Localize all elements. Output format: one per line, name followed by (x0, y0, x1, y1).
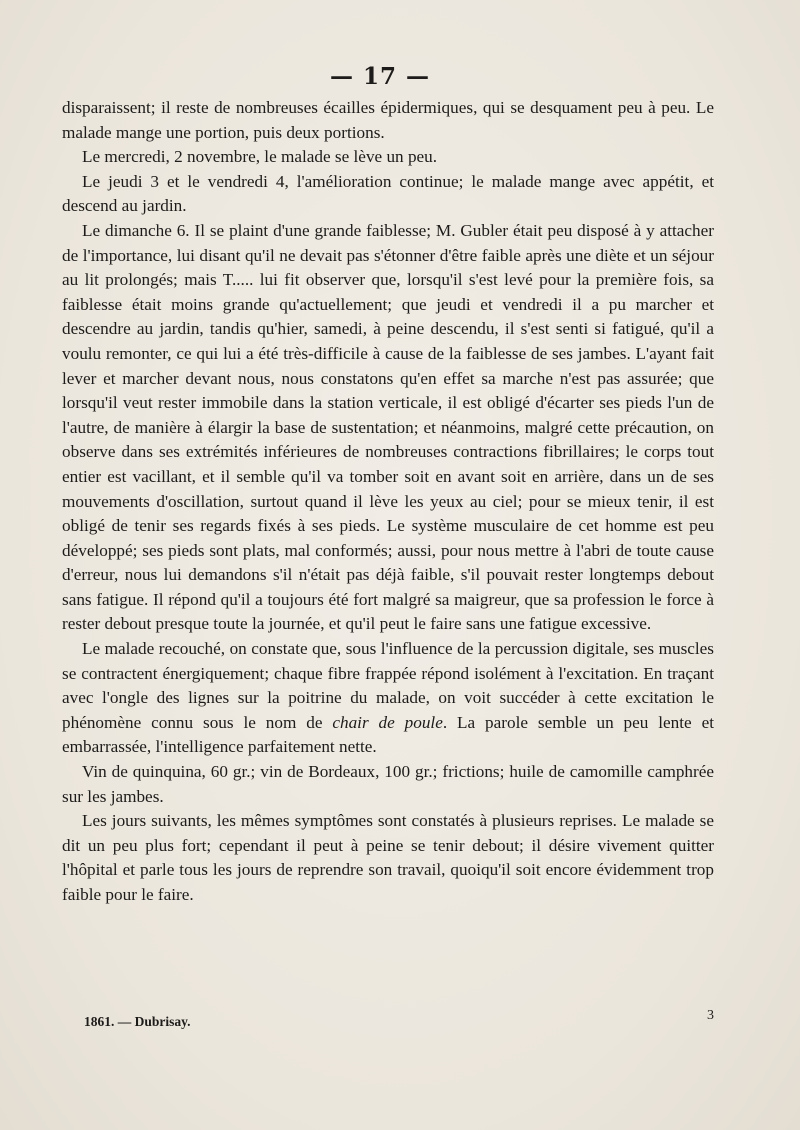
body-text (62, 96, 714, 908)
paragraph-text: Le malade recouché, on constate que, sous l'influence de la percussion digitale, ses muscles se contractent énergiquement; chaque fibre frappée répond isolément à l'excitation. En traçant avec l'ongle des lignes sur la poitrine du malade, on voit succéder à cette excitation le phénomène connu sous le nom de (62, 639, 714, 732)
paragraph-text: . La parole semble un peu lente et embarrassée, l'intelligence parfaitement nette. (62, 712, 714, 757)
paragraph: disparaissent; il reste de nombreuses écailles épidermiques, qui se desquament peu à peu. Le malade mange une portion, puis deux portions. (62, 98, 714, 142)
page-number: — 17 — (329, 63, 431, 90)
printer-signature: 1861. — Dubrisay. (84, 1014, 191, 1029)
sheet-number: 3 (707, 1008, 714, 1023)
italic-term: chair de poule (332, 712, 443, 732)
paragraph: Les jours suivants, les mêmes symptômes sont constatés à plusieurs reprises. Le malade se dit un peu plus fort; cependant il peut à peine se tenir debout; il désire vivement quitter l'hôpital et parle tous les jours de reprendre son travail, quoiqu'il soit encore évidemment trop faible pour le faire. (62, 811, 714, 904)
paragraph: Vin de quinquina, 60 gr.; vin de Bordeaux, 100 gr.; frictions; huile de camomille camphrée sur les jambes. (62, 762, 714, 806)
paragraph: Le jeudi 3 et le vendredi 4, l'amélioration continue; le malade mange avec appétit, et descend au jardin. (62, 171, 714, 216)
paragraph: Le mercredi, 2 novembre, le malade se lève un peu. (82, 147, 438, 167)
paragraph: Le dimanche 6. Il se plaint d'une grande faiblesse; M. Gubler était peu disposé à y attacher de l'importance, lui disant qu'il ne devait pas s'étonner d'être faible après une diète et un séjour au lit prolongés; mais T..... lui fit observer que, lorsqu'il s'est levé pour la première fois, sa faiblesse était moins grande qu'actuellement; que jeudi et vendredi il a pu marcher et descendre au jardin, tandis qu'hier, samedi, à peine descendu, il s'est senti si fatigué, qu'il a voulu remonter, ce qui lui a été très-difficile à cause de la faiblesse de ses jambes. L'ayant fait lever et marcher devant nous, nous constatons qu'en effet sa marche n'est pas assurée; que lorsqu'il veut rester immobile dans la station verticale, il est obligé d'écarter ses pieds l'un de l'autre, de manière à élargir la base de sustentation; et néanmoins, malgré cette précaution, on observe dans ses extrémités inférieures de nombreuses contractions fibrillaires; le corps tout entier est vacillant, et il semble qu'il va tomber soit en avant soit en arrière, dans un de ses mouvements d'oscillation, surtout quand il lève les yeux au ciel; pour se mieux tenir, il est obligé de tenir ses regards fixés à ses pieds. Le système musculaire de cet homme est peu développé; ses pieds sont plats, mal conformés; aussi, pour nous mettre à l'abri de toute cause d'erreur, nous lui demandons s'il n'était pas déjà faible, s'il pouvait rester longtemps debout sans fatigue. Il répond qu'il a toujours été fort malgré sa maigreur, que sa profession le force à rester debout presque toute la journée, et qu'il peut le faire sans une fatigue excessive. (62, 220, 714, 634)
paragraph (62, 637, 714, 760)
